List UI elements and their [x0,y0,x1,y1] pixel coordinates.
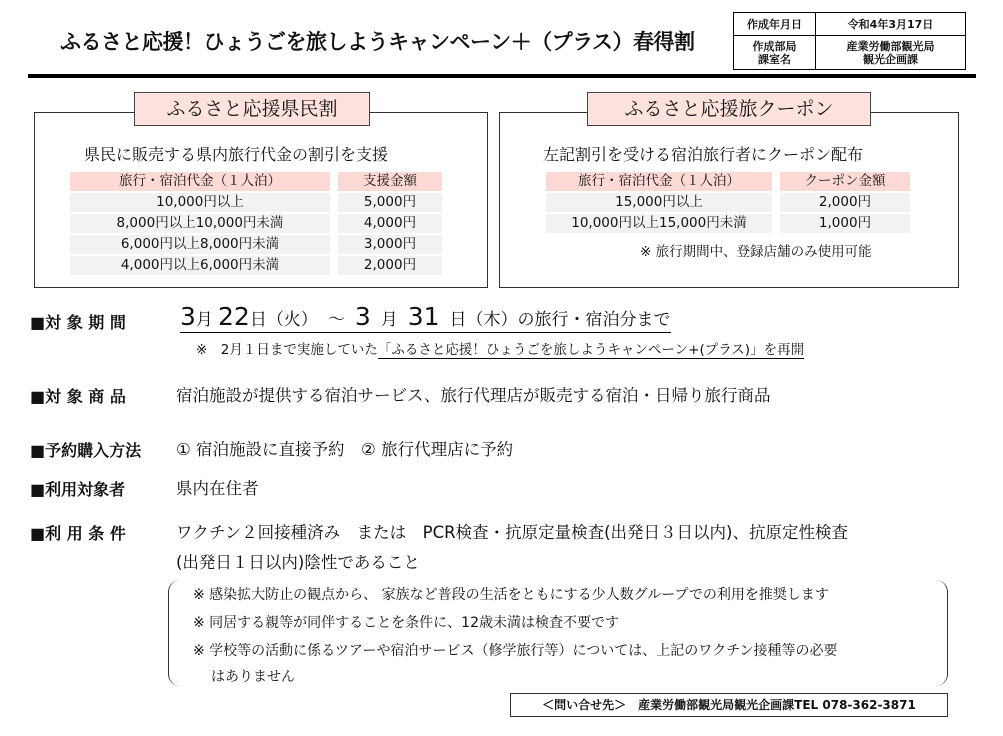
period-note-campaign: 「ふるさと応援！ひょうごを旅しようキャンペーン+(プラス)」を再開 [377,342,805,358]
conditions-label: ■利 用 条 件 [30,524,126,543]
conditions-note: ※ 感染拡大防止の観点から、 家族など普段の生活をともにする少人数グループでの利用を推奨します [193,587,829,603]
start-day: 22 [218,302,250,331]
conditions-line1: ワクチン２回接種済み または PCR検査・抗原定量検査(出発日３日以内)、抗原定性検査 [176,523,848,542]
amount-cell: 1,000円 [780,214,910,233]
price-cell: 8,000円以上10,000円未満 [70,214,330,233]
eligible-text: 県内在住者 [176,479,259,498]
period-label: ■対 象 期 間 [30,313,126,332]
date-value: 令和4年3月17日 [816,13,966,36]
purchase-label: ■予約購入方法 [30,441,142,460]
department-label-line2: 課室名 [758,52,791,66]
column-header-amount: 支援金額 [338,172,442,191]
end-day-unit: 日 [449,310,467,330]
amount-cell: 3,000円 [338,235,442,254]
period-note-prefix: ※ 2月１日まで実施していた [196,342,378,358]
travel-coupon-table [546,170,910,235]
period-note [196,338,804,358]
conditions-note: ※ 同居する親等が同伴することを条件に、12歳未満は検査不要です [193,615,619,631]
start-month-unit: 月 [195,310,213,330]
coupon-usage-note: ※ 旅行期間中、登録店舗のみ使用可能 [640,244,872,260]
start-day-unit: 日 [249,310,267,330]
conditions-note: はありません [211,669,295,685]
amount-cell: 2,000円 [780,193,910,212]
resident-discount-table [70,170,442,277]
date-label: 作成年月日 [734,13,816,36]
table-header-row [546,172,910,191]
eligible-label: ■利用対象者 [30,480,126,499]
amount-cell: 5,000円 [338,193,442,212]
end-day: 31 [407,302,440,331]
amount-cell: 2,000円 [338,256,442,275]
column-header-price: 旅行・宿泊代金（１人泊） [70,172,330,191]
page-title: ふるさと応援！ひょうごを旅しようキャンペーン＋（プラス）春得割 [60,30,695,54]
contact-box: ＜問い合せ先＞ 産業労働部観光局観光企画課TEL 078-362-3871 [510,693,948,717]
products-label: ■対 象 商 品 [30,387,126,406]
resident-discount-heading: ふるさと応援県民割 [134,92,370,126]
products-text: 宿泊施設が提供する宿泊サービス、旅行代理店が販売する宿泊・日帰り旅行商品 [176,386,771,405]
department-label-line1: 作成部局 [752,39,797,53]
resident-discount-description: 県民に販売する県内旅行代金の割引を支援 [84,145,389,164]
table-row [70,214,442,233]
table-row [546,193,910,212]
start-weekday: （火） [266,310,318,330]
purchase-text: ① 宿泊施設に直接予約 ② 旅行代理店に予約 [176,440,514,459]
period-suffix: の旅行・宿泊分まで [517,310,671,330]
table-row [70,235,442,254]
price-cell: 10,000円以上15,000円未満 [546,214,772,233]
department-value-line1: 産業労働部観光局 [846,39,935,53]
end-weekday: （木） [466,310,518,330]
period-tilde: ～ [327,310,345,330]
document-meta-table [733,12,966,70]
table-row [70,193,442,212]
amount-cell: 4,000円 [338,214,442,233]
conditions-note: ※ 学校等の活動に係るツアーや宿泊サービス（修学旅行等）については、上記のワクチン接種等の必要 [193,643,838,659]
price-cell: 4,000円以上6,000円未満 [70,256,330,275]
table-row [70,256,442,275]
price-cell: 6,000円以上8,000円未満 [70,235,330,254]
price-cell: 15,000円以上 [546,193,772,212]
column-header-amount: クーポン金額 [780,172,910,191]
travel-coupon-description: 左記割引を受ける宿泊旅行者にクーポン配布 [543,145,864,164]
title-divider [28,74,976,78]
travel-coupon-heading: ふるさと応援旅クーポン [587,92,871,126]
department-value [816,36,966,70]
price-cell: 10,000円以上 [70,193,330,212]
department-value-line2: 観光企画課 [863,52,918,66]
conditions-line2: (出発日１日以内)陰性であること [176,553,420,572]
end-month-unit: 月 [380,310,398,330]
start-month: 3 [180,302,196,331]
table-row [546,214,910,233]
target-period [180,302,671,333]
column-header-price: 旅行・宿泊代金（１人泊） [546,172,772,191]
department-label [734,36,816,70]
end-month: 3 [354,302,371,331]
table-header-row [70,172,442,191]
